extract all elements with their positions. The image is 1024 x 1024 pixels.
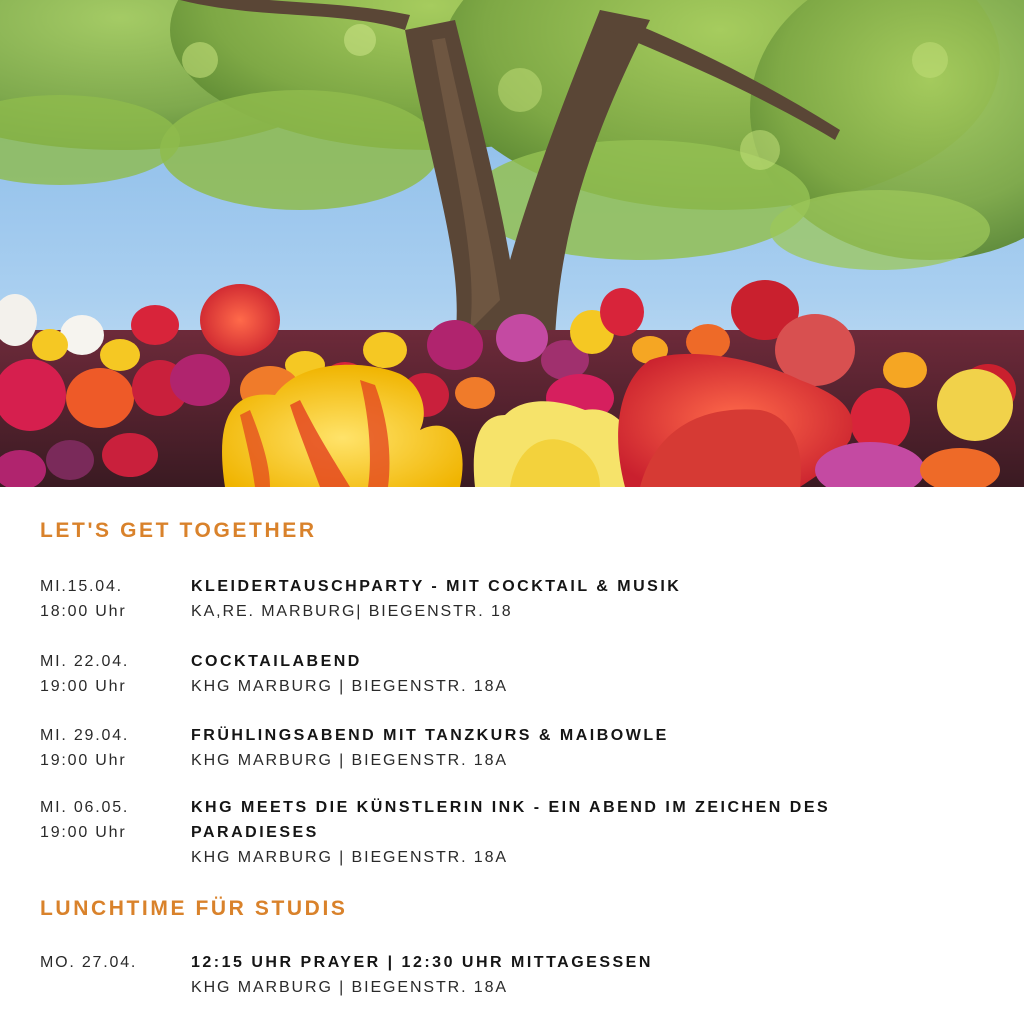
event-date-time [40, 574, 180, 624]
event-date-time [40, 795, 180, 845]
event-info [191, 950, 831, 1000]
event-date: MI. 22.04. [40, 653, 130, 670]
event-info [191, 795, 831, 870]
event-location: KHG MARBURG | BIEGENSTR. 18A [191, 849, 508, 866]
event-date-time [40, 649, 180, 699]
event-time: 19:00 Uhr [40, 752, 127, 769]
section-title-lunchtime: LUNCHTIME FÜR STUDIS [40, 897, 348, 920]
event-title: 12:15 UHR PRAYER | 12:30 UHR MITTAGESSEN [191, 954, 653, 971]
event-location: KHG MARBURG | BIEGENSTR. 18A [191, 752, 508, 769]
tree-and-tulips-illustration [0, 0, 1024, 487]
event-date-time [40, 950, 180, 975]
event-info [191, 649, 831, 699]
event-date: MI.15.04. [40, 578, 123, 595]
event-info [191, 723, 831, 773]
event-title: FRÜHLINGSABEND MIT TANZKURS & MAIBOWLE [191, 727, 669, 744]
event-location: KHG MARBURG | BIEGENSTR. 18A [191, 678, 508, 695]
event-time: 19:00 Uhr [40, 678, 127, 695]
event-date: MI. 29.04. [40, 727, 130, 744]
event-time: 18:00 Uhr [40, 603, 127, 620]
event-schedule [0, 487, 1024, 1024]
event-title: KLEIDERTAUSCHPARTY - MIT COCKTAIL & MUSIK [191, 578, 682, 595]
event-date: MI. 06.05. [40, 799, 130, 816]
event-date: MO. 27.04. [40, 954, 138, 971]
hero-photo [0, 0, 1024, 487]
event-title: KHG MEETS DIE KÜNSTLERIN INK - EIN ABEND IM ZEICHEN DES PARADIESES [191, 799, 831, 841]
event-time: 19:00 Uhr [40, 824, 127, 841]
section-title-lets-get-together: LET'S GET TOGETHER [40, 519, 317, 542]
event-location: KA,RE. MARBURG| BIEGENSTR. 18 [191, 603, 513, 620]
event-title: COCKTAILABEND [191, 653, 362, 670]
event-date-time [40, 723, 180, 773]
event-location: KHG MARBURG | BIEGENSTR. 18A [191, 979, 508, 996]
event-info [191, 574, 831, 624]
